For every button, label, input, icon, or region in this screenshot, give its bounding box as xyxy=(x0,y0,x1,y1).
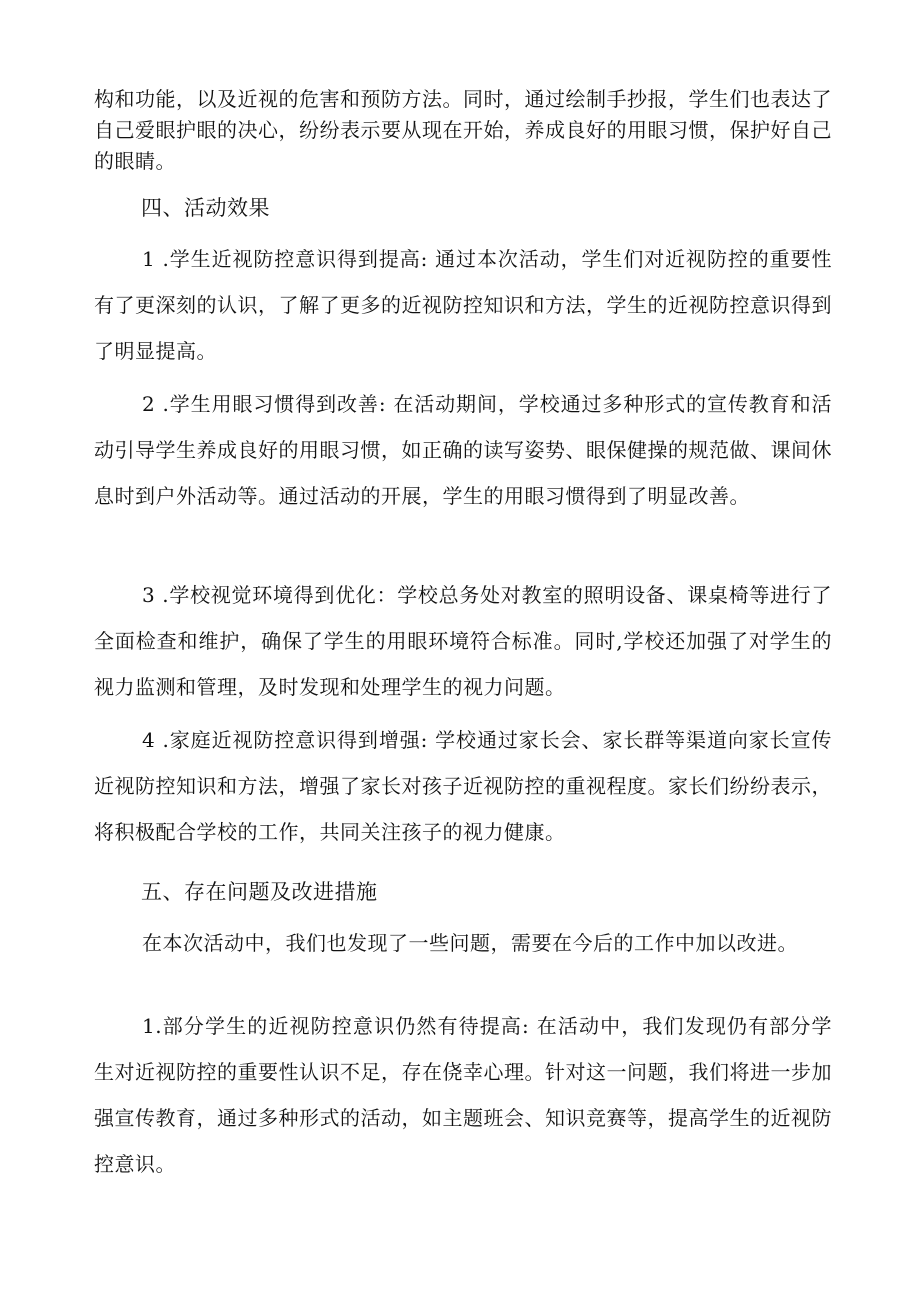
section-4-item-2: 2 .学生用眼习惯得到改善: 在活动期间，学校通过多种形式的宣传教育和活动引导学生养成良好的用眼习惯，如正确的读写姿势、眼保健操的规范做、课间休息时到户外活动等。通过活动的开展，学生的用眼习惯得到了明显改善。 xyxy=(94,392,832,508)
section-5-intro-paragraph: 在本次活动中，我们也发现了一些问题，需要在今后的工作中加以改进。 xyxy=(142,931,798,955)
section-4-item-1: 1 .学生近视防控意识得到提高: 通过本次活动，学生们对近视防控的重要性有了更深刻的认识，了解了更多的近视防控知识和方法，学生的近视防控意识得到了明显提高。 xyxy=(94,247,832,363)
section-4-item-3: 3 .学校视觉环境得到优化：学校总务处对教室的照明设备、课桌椅等进行了全面检查和维护，确保了学生的用眼环境符合标准。同时,学校还加强了对学生的视力监测和管理，及时发现和处理学生的视力问题。 xyxy=(94,583,832,699)
section-4-heading: 四、活动效果 xyxy=(141,196,270,220)
section-5-heading: 五、存在问题及改进措施 xyxy=(141,880,378,904)
section-4-item-4: 4 .家庭近视防控意识得到增强: 学校通过家长会、家长群等渠道向家长宣传近视防控知识和方法，增强了家长对孩子近视防控的重视程度。家长们纷纷表示，将积极配合学校的工作，共同关注孩子的视力健康。 xyxy=(94,728,832,844)
intro-continuation-paragraph: 构和功能，以及近视的危害和预防方法。同时，通过绘制手抄报，学生们也表达了自己爱眼护眼的决心，纷纷表示要从现在开始，养成良好的用眼习惯，保护好自己的眼睛。 xyxy=(94,87,832,173)
section-5-item-1: 1.部分学生的近视防控意识仍然有待提高: 在活动中，我们发现仍有部分学生对近视防控的重要性认识不足，存在侥幸心理。针对这一问题，我们将进一步加强宣传教育，通过多种形式的活动，如主题班会、知识竞赛等，提高学生的近视防控意识。 xyxy=(94,1014,832,1176)
